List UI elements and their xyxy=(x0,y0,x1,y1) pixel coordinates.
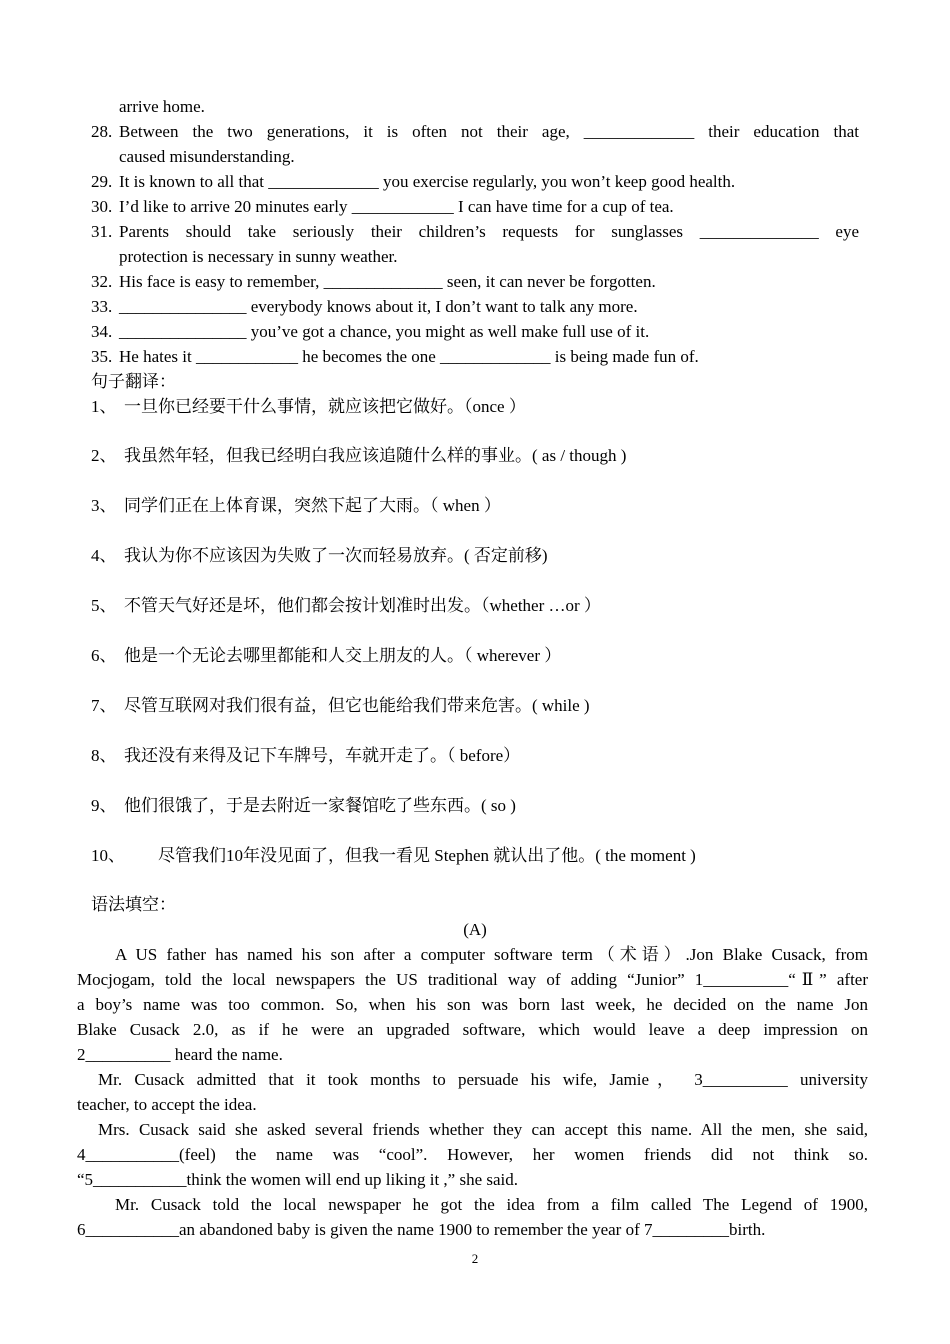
question-text: He hates it ____________ he becomes the one _____________ is being made fun of. xyxy=(119,347,699,366)
question-number: 31. xyxy=(91,222,113,241)
passage-line: a boy’s name was too common. So, when his son was born last week, he decided on the name Jon xyxy=(77,995,868,1014)
question-text: protection is necessary in sunny weather. xyxy=(119,247,398,266)
passage-line: 6___________an abandoned baby is given the name 1900 to remember the year of 7_________birth. xyxy=(77,1220,766,1239)
section-heading-grammar: 语法填空： xyxy=(91,895,176,914)
translation-number: 9、 xyxy=(91,796,117,815)
translation-number: 1、 xyxy=(91,397,117,416)
question-number: 34. xyxy=(91,322,113,341)
translation-number: 4、 xyxy=(91,546,117,565)
question-text: caused misunderstanding. xyxy=(119,147,295,166)
translation-number: 7、 xyxy=(91,696,117,715)
passage-line: “5___________think the women will end up liking it ,” she said. xyxy=(77,1170,519,1189)
question-number: 32. xyxy=(91,272,113,291)
translation-item: 他们很饿了，于是去附近一家餐馆吃了些东西。( so ) xyxy=(124,796,516,815)
question-number: 28. xyxy=(91,122,113,141)
question-text: I’d like to arrive 20 minutes early ____________ I can have time for a cup of tea. xyxy=(119,197,674,216)
translation-item: 尽管互联网对我们很有益，但它也能给我们带来危害。( while ) xyxy=(124,696,590,715)
translation-number: 3、 xyxy=(91,496,117,515)
translation-item: 他是一个无论去哪里都能和人交上朋友的人。（ wherever ） xyxy=(124,646,562,665)
translation-item: 我还没有来得及记下车牌号，车就开走了。（ before） xyxy=(124,746,521,765)
translation-item: 我认为你不应该因为失败了一次而轻易放弃。( 否定前移) xyxy=(124,546,548,565)
translation-item: 同学们正在上体育课，突然下起了大雨。（ when ） xyxy=(124,496,501,515)
passage-line: A US father has named his son after a computer software term（术语）.Jon Blake Cusack, from xyxy=(115,945,868,964)
passage-line: Mrs. Cusack said she asked several friends whether they can accept this name. All the men, she said, xyxy=(98,1120,868,1139)
translation-number: 6、 xyxy=(91,646,117,665)
translation-number: 5、 xyxy=(91,596,117,615)
page-number: 2 xyxy=(471,1251,479,1266)
passage-line: Mr. Cusack admitted that it took months to persuade his wife, Jamie， 3__________ university xyxy=(98,1070,868,1089)
passage-line: Mocjogam, told the local newspapers the US traditional way of adding “Junior” 1__________“Ⅱ” after xyxy=(77,970,868,989)
translation-number: 8、 xyxy=(91,746,117,765)
question-text: _______________ you’ve got a chance, you might as well make full use of it. xyxy=(119,322,650,341)
question-text: Parents should take seriously their children’s requests for sunglasses ______________ eye xyxy=(119,222,859,241)
question-text: His face is easy to remember, ______________ seen, it can never be forgotten. xyxy=(119,272,656,291)
question-text: Between the two generations, it is often not their age, _____________ their education that xyxy=(119,122,859,141)
passage-line: 4___________(feel) the name was “cool”. However, her women friends did not think so. xyxy=(77,1145,868,1164)
question-27-tail: arrive home. xyxy=(119,97,205,116)
section-heading-translation: 句子翻译： xyxy=(91,372,176,391)
passage-label: (A) xyxy=(463,920,487,939)
translation-item: 不管天气好还是坏，他们都会按计划准时出发。（whether …or ） xyxy=(124,596,601,615)
translation-item: 一旦你已经要干什么事情，就应该把它做好。（once ） xyxy=(124,397,526,416)
passage-line: Blake Cusack 2.0, as if he were an upgraded software, which would leave a deep impression on xyxy=(77,1020,868,1039)
question-number: 29. xyxy=(91,172,113,191)
question-text: It is known to all that _____________ you exercise regularly, you won’t keep good health. xyxy=(119,172,736,191)
translation-number: 2、 xyxy=(91,446,117,465)
question-text: _______________ everybody knows about it, I don’t want to talk any more. xyxy=(119,297,638,316)
translation-number: 10、 xyxy=(91,846,125,865)
translation-item: 我虽然年轻，但我已经明白我应该追随什么样的事业。( as / though ) xyxy=(124,446,627,465)
question-number: 35. xyxy=(91,347,113,366)
passage-line: 2__________ heard the name. xyxy=(77,1045,283,1064)
question-number: 33. xyxy=(91,297,113,316)
translation-item: 尽管我们10年没见面了，但我一看见 Stephen 就认出了他。( the moment ) xyxy=(158,846,696,865)
passage-line: Mr. Cusack told the local newspaper he got the idea from a film called The Legend of 1900, xyxy=(115,1195,868,1214)
passage-line: teacher, to accept the idea. xyxy=(77,1095,257,1114)
question-number: 30. xyxy=(91,197,113,216)
